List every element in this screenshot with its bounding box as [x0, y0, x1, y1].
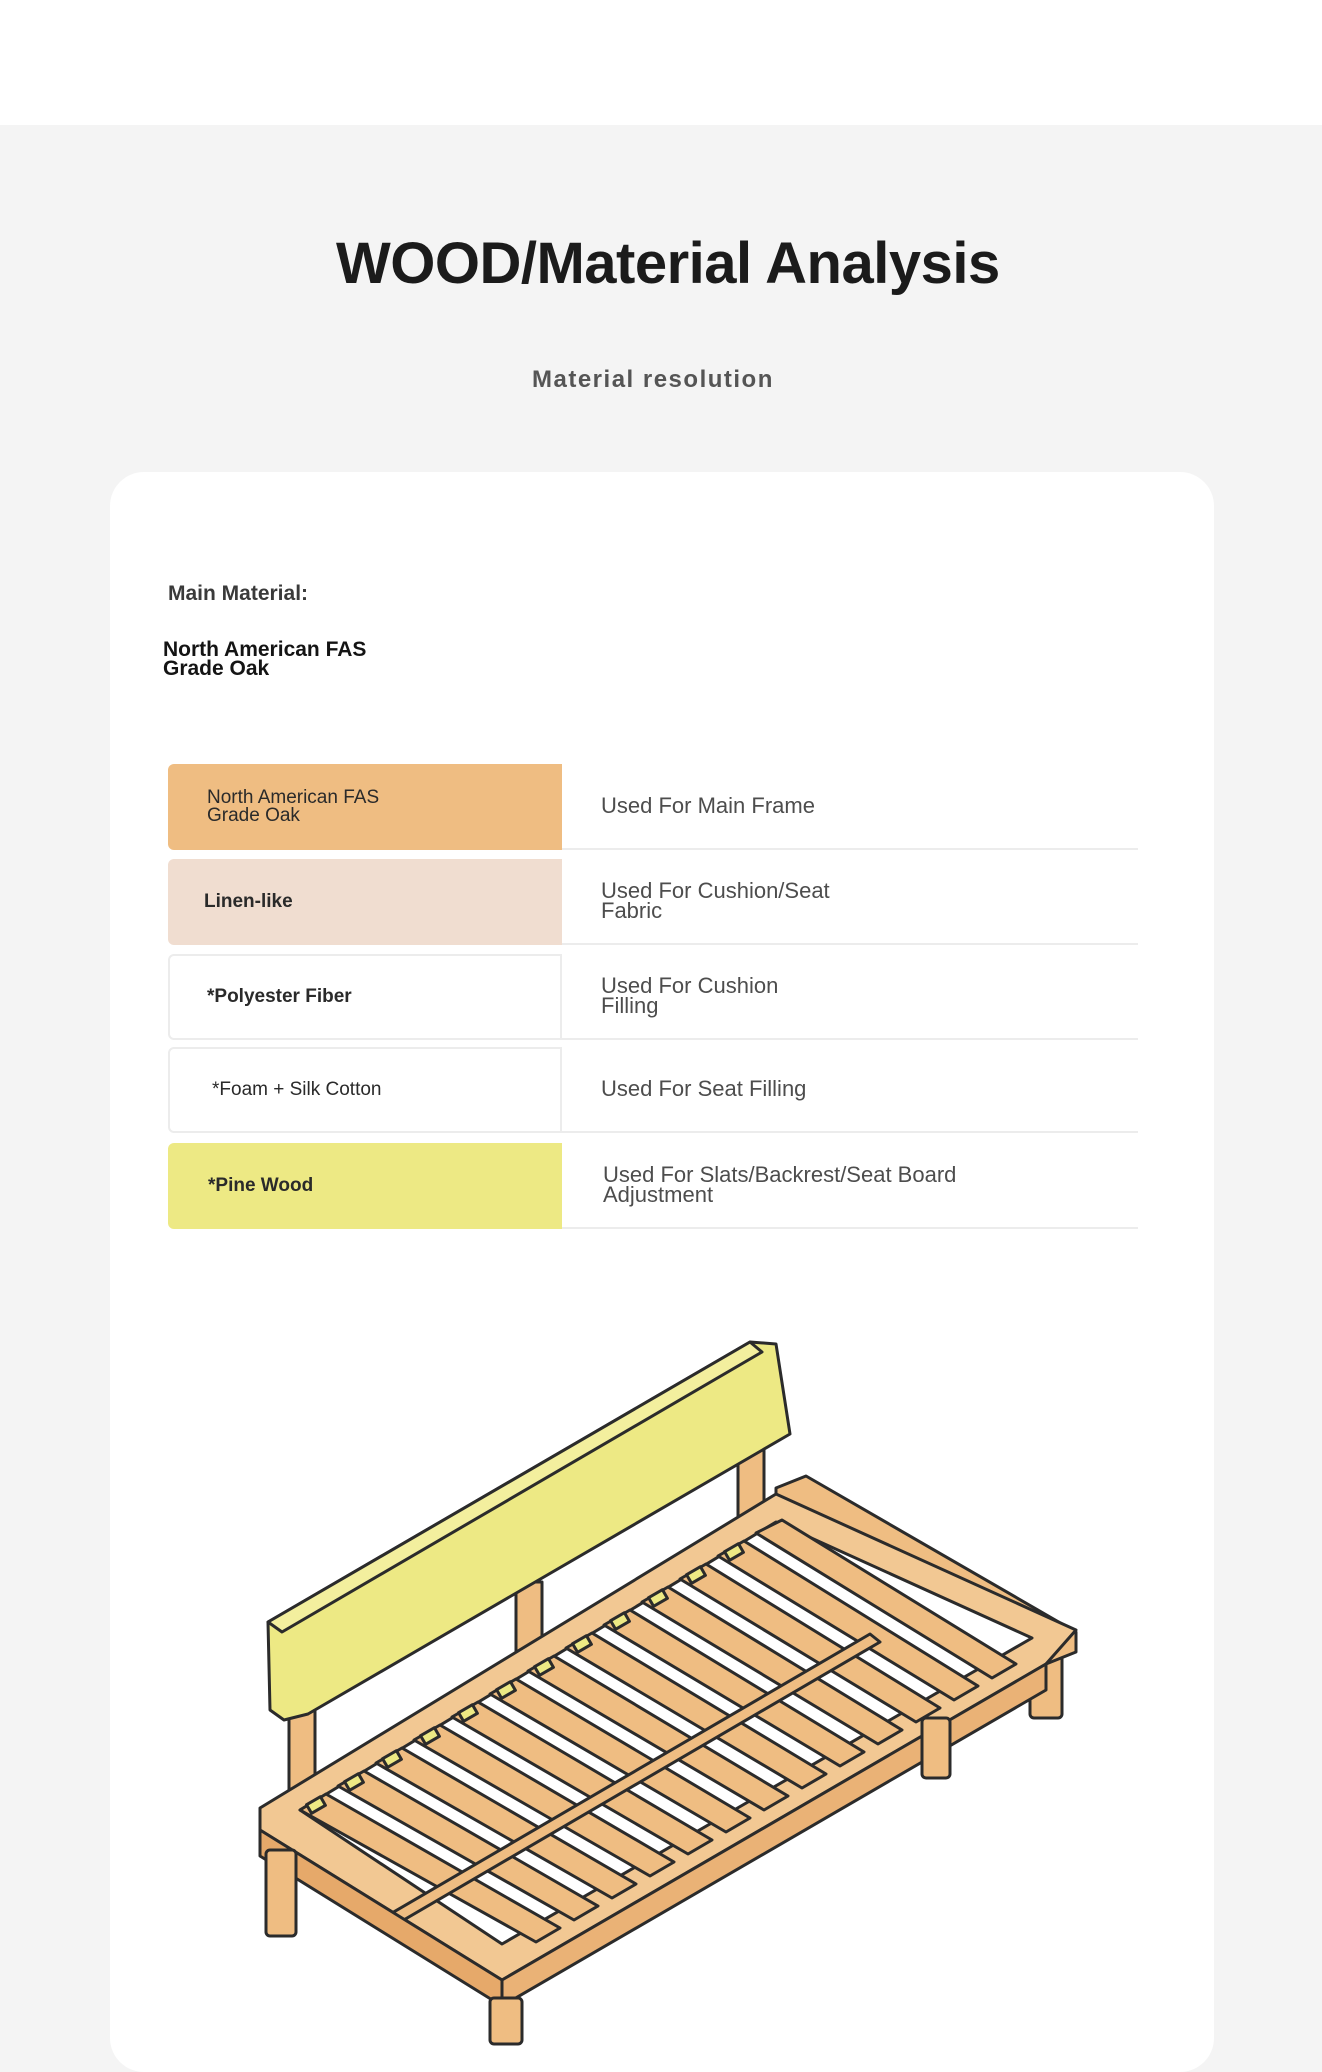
material-swatch-linen	[168, 859, 562, 945]
leg-right-side	[922, 1718, 950, 1778]
material-use-cell	[562, 1047, 1138, 1133]
material-row	[168, 954, 1138, 1040]
material-use: Used For Slats/Backrest/Seat Board Adjustment	[603, 1162, 957, 1207]
sofa-frame-illustration	[230, 1330, 1110, 2048]
main-material-label: Main Material:	[168, 582, 309, 605]
material-use: Used For Cushion/Seat Fabric	[601, 878, 830, 923]
main-material-value: North American FAS Grade Oak	[163, 638, 367, 680]
material-name: North American FAS Grade Oak	[207, 787, 380, 826]
material-use-cell	[562, 859, 1138, 945]
material-name: *Polyester Fiber	[207, 986, 352, 1007]
leg-front-left	[266, 1850, 296, 1936]
material-use: Used For Main Frame	[601, 793, 815, 818]
page-subtitle: Material resolution	[532, 366, 774, 393]
sofa-frame-svg	[230, 1330, 1110, 2048]
material-use-cell	[562, 954, 1138, 1040]
material-name: Linen-like	[204, 891, 293, 912]
material-swatch-polyester	[168, 954, 562, 1040]
material-use-cell	[562, 1143, 1138, 1229]
material-swatch-foam	[168, 1047, 562, 1133]
material-name: *Foam + Silk Cotton	[212, 1079, 382, 1100]
material-row	[168, 859, 1138, 945]
material-row	[168, 1143, 1138, 1229]
leg-front-center	[490, 1998, 522, 2044]
material-swatch-pine	[168, 1143, 562, 1229]
material-use-cell	[562, 764, 1138, 850]
material-name: *Pine Wood	[208, 1175, 314, 1196]
material-use: Used For Cushion Filling	[601, 973, 779, 1018]
page-title: WOOD/Material Analysis	[336, 231, 1000, 296]
material-use: Used For Seat Filling	[601, 1076, 807, 1101]
top-white-strip	[0, 0, 1322, 125]
material-swatch-oak	[168, 764, 562, 850]
material-row	[168, 1047, 1138, 1133]
material-row	[168, 764, 1138, 850]
